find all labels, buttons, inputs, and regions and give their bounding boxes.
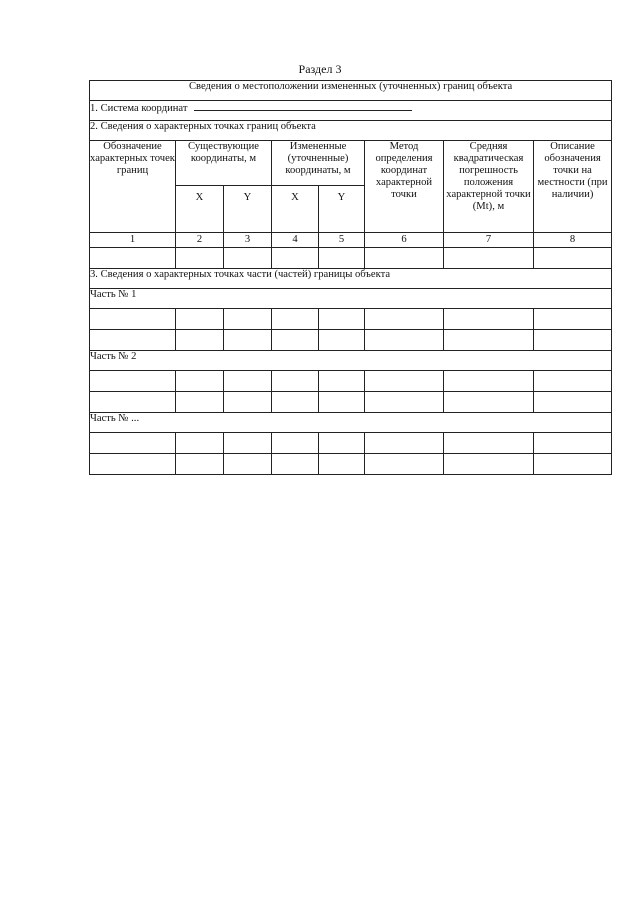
table-cell[interactable] bbox=[534, 433, 612, 454]
table-cell[interactable] bbox=[534, 248, 612, 269]
table-cell[interactable] bbox=[319, 454, 365, 475]
part-label: Часть № ... bbox=[90, 413, 612, 433]
col-number: 7 bbox=[444, 233, 534, 248]
table-cell[interactable] bbox=[176, 454, 224, 475]
col-existing-y: Y bbox=[224, 186, 272, 233]
table-cell[interactable] bbox=[365, 371, 444, 392]
col-existing-coords: Существующие координаты, м bbox=[176, 141, 272, 186]
table-cell[interactable] bbox=[534, 330, 612, 351]
table-cell[interactable] bbox=[365, 330, 444, 351]
table-cell[interactable] bbox=[90, 248, 176, 269]
table-cell[interactable] bbox=[365, 433, 444, 454]
table-cell[interactable] bbox=[319, 330, 365, 351]
table-cell[interactable] bbox=[534, 392, 612, 413]
table-cell[interactable] bbox=[365, 392, 444, 413]
table-row bbox=[90, 454, 612, 475]
table-cell[interactable] bbox=[272, 392, 319, 413]
table-cell[interactable] bbox=[176, 248, 224, 269]
table-cell[interactable] bbox=[272, 330, 319, 351]
col-changed-y: Y bbox=[319, 186, 365, 233]
table-cell[interactable] bbox=[90, 330, 176, 351]
table-row bbox=[90, 309, 612, 330]
table-row bbox=[90, 371, 612, 392]
table-cell[interactable] bbox=[90, 433, 176, 454]
table-cell[interactable] bbox=[365, 309, 444, 330]
table-cell[interactable] bbox=[224, 454, 272, 475]
table-cell[interactable] bbox=[224, 371, 272, 392]
col-number: 2 bbox=[176, 233, 224, 248]
boundary-points-table bbox=[89, 80, 612, 475]
section-points-heading: 2. Сведения о характерных точках границ объекта bbox=[90, 121, 612, 141]
table-caption: Сведения о местоположении измененных (уточненных) границ объекта bbox=[90, 81, 612, 101]
col-number: 1 bbox=[90, 233, 176, 248]
table-row bbox=[90, 248, 612, 269]
col-existing-x: X bbox=[176, 186, 224, 233]
table-cell[interactable] bbox=[319, 248, 365, 269]
col-number: 3 bbox=[224, 233, 272, 248]
part-label: Часть № 2 bbox=[90, 351, 612, 371]
col-number: 6 bbox=[365, 233, 444, 248]
table-cell[interactable] bbox=[90, 371, 176, 392]
table-cell[interactable] bbox=[365, 248, 444, 269]
coord-system-field[interactable] bbox=[194, 101, 412, 111]
col-description: Описание обозначения точки на местности (при наличии) bbox=[534, 141, 612, 233]
table-cell[interactable] bbox=[176, 392, 224, 413]
table-cell[interactable] bbox=[444, 433, 534, 454]
table-cell[interactable] bbox=[224, 392, 272, 413]
table-cell[interactable] bbox=[272, 309, 319, 330]
part-label: Часть № 1 bbox=[90, 289, 612, 309]
col-number: 5 bbox=[319, 233, 365, 248]
table-cell[interactable] bbox=[176, 371, 224, 392]
table-cell[interactable] bbox=[90, 392, 176, 413]
table-cell[interactable] bbox=[224, 248, 272, 269]
table-cell[interactable] bbox=[90, 309, 176, 330]
table-row bbox=[90, 330, 612, 351]
table-cell[interactable] bbox=[444, 309, 534, 330]
table-cell[interactable] bbox=[224, 433, 272, 454]
table-row bbox=[90, 392, 612, 413]
col-point-designation: Обозначение характерных точек границ bbox=[90, 141, 176, 233]
table-cell[interactable] bbox=[534, 454, 612, 475]
coord-system-row bbox=[90, 101, 612, 121]
table-cell[interactable] bbox=[224, 330, 272, 351]
table-cell[interactable] bbox=[365, 454, 444, 475]
table-cell[interactable] bbox=[444, 392, 534, 413]
table-cell[interactable] bbox=[272, 433, 319, 454]
table-cell[interactable] bbox=[176, 433, 224, 454]
table-cell[interactable] bbox=[272, 371, 319, 392]
table-cell[interactable] bbox=[224, 309, 272, 330]
table-cell[interactable] bbox=[176, 330, 224, 351]
table-cell[interactable] bbox=[534, 309, 612, 330]
section-parts-heading: 3. Сведения о характерных точках части (частей) границы объекта bbox=[90, 269, 612, 289]
table-cell[interactable] bbox=[444, 248, 534, 269]
table-cell[interactable] bbox=[90, 454, 176, 475]
table-cell[interactable] bbox=[272, 248, 319, 269]
col-error: Средняя квадратическая погрешность положения характерной точки (Mt), м bbox=[444, 141, 534, 233]
col-changed-coords: Измененные (уточненные) координаты, м bbox=[272, 141, 365, 186]
table-cell[interactable] bbox=[176, 309, 224, 330]
table-cell[interactable] bbox=[444, 330, 534, 351]
table-cell[interactable] bbox=[444, 454, 534, 475]
table-row bbox=[90, 433, 612, 454]
table-cell[interactable] bbox=[444, 371, 534, 392]
table-cell[interactable] bbox=[319, 392, 365, 413]
table-cell[interactable] bbox=[272, 454, 319, 475]
table-cell[interactable] bbox=[319, 371, 365, 392]
table-cell[interactable] bbox=[319, 433, 365, 454]
coord-system-label: 1. Система координат bbox=[90, 103, 188, 114]
page-title: Раздел 3 bbox=[298, 62, 342, 76]
col-number: 4 bbox=[272, 233, 319, 248]
col-number: 8 bbox=[534, 233, 612, 248]
col-changed-x: X bbox=[272, 186, 319, 233]
col-method: Метод определения координат характерной точки bbox=[365, 141, 444, 233]
table-cell[interactable] bbox=[534, 371, 612, 392]
table-cell[interactable] bbox=[319, 309, 365, 330]
